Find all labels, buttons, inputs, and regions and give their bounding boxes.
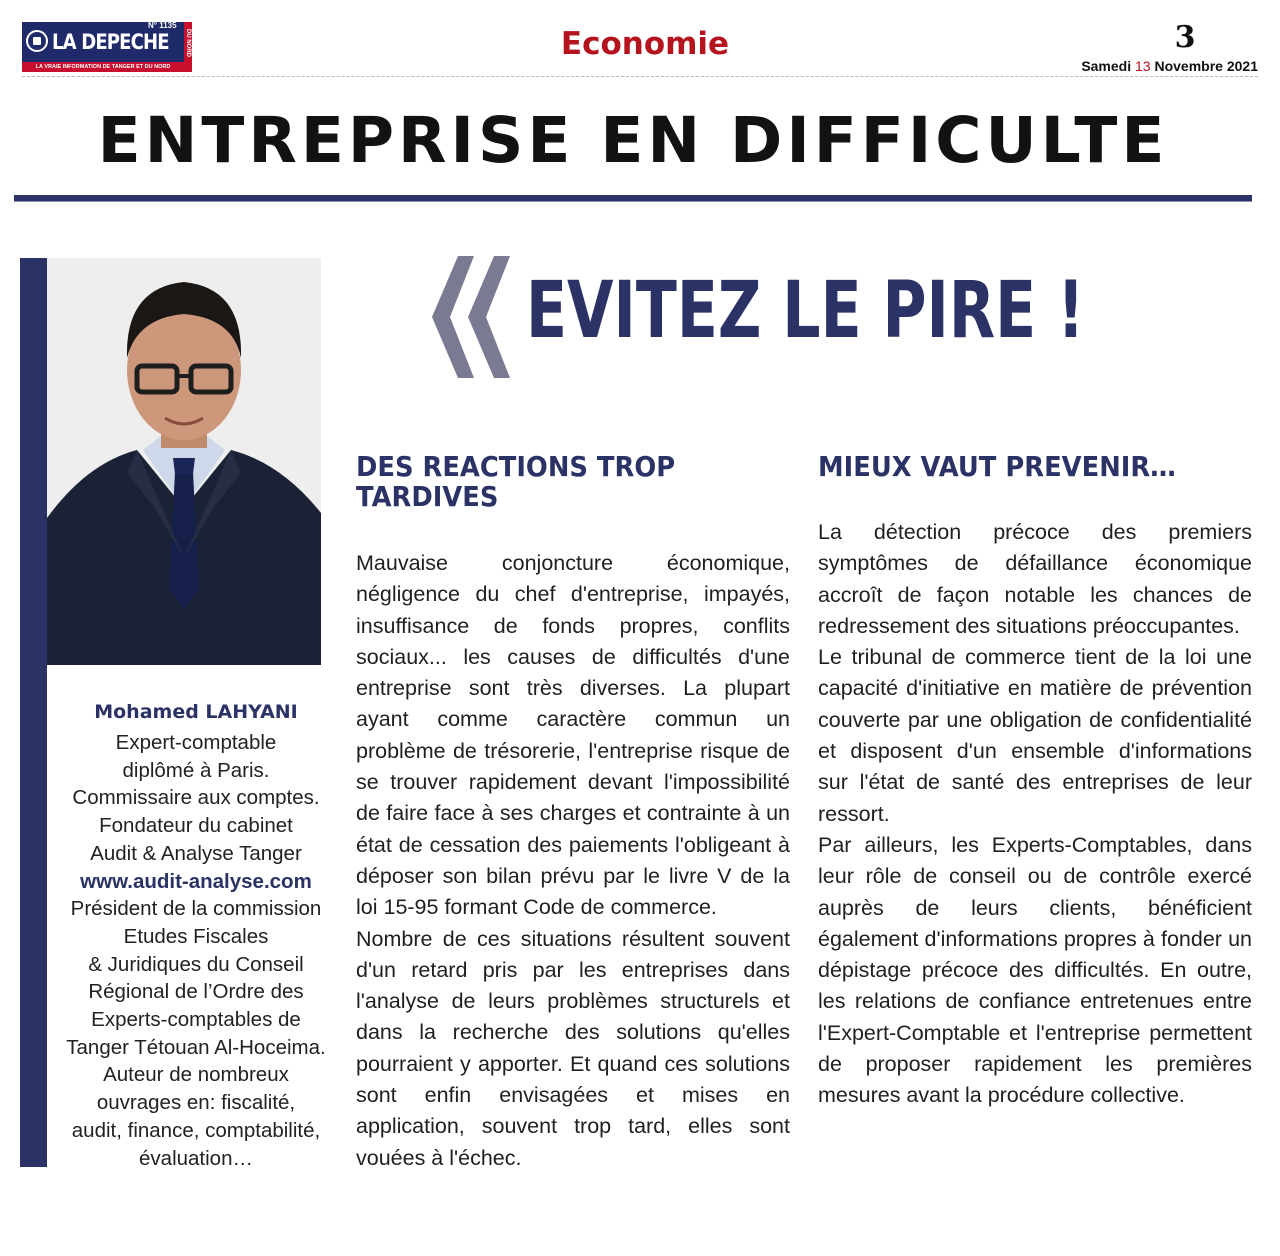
newspaper-logo (22, 22, 192, 72)
header-divider (22, 76, 1258, 77)
bio-line: Expert-comptable (115, 731, 277, 754)
logo-suffix: DU NORD (185, 29, 191, 57)
logo-emblem-icon (26, 30, 48, 52)
bio-line: Régional de l’Ordre des (88, 980, 304, 1004)
logo-flag (184, 22, 192, 72)
bio-line: audit, finance, comptabilité, (71, 1118, 321, 1142)
column1-heading (356, 452, 675, 512)
paragraph: Mauvaise conjoncture économique, négligence du chef d'entreprise, impayés, insuffisance de fonds propres, conflits sociaux... les causes de difficultés d'une entreprise sont très diverses. La plupart ayant comme caractère commun un problème de trésorerie, l'entreprise risque de se trouver rapidement devant l'impossibilité de faire face à ses charges et contrainte à un état de cessation des paiements l'obligeant à déposer son bilan prévu par le livre V de la loi 15-95 formant Code de commerce. (356, 551, 790, 920)
paragraph: La détection précoce des premiers symptômes de défaillance économique accroît de façon notable les chances de redressement des situations préoccupantes. (818, 520, 1252, 638)
bio-line: Fondateur du cabinet (99, 814, 293, 838)
author-bio (52, 729, 340, 1172)
column1-heading-line: TARDIVES (356, 480, 499, 513)
bio-line: Audit & Analyse Tanger (90, 841, 302, 865)
quote-chevron-icon (420, 252, 520, 382)
date-weekday: Samedi (1081, 58, 1132, 74)
date-day: 13 (1135, 58, 1151, 74)
page-number: 3 (1174, 20, 1196, 55)
bio-line: Tanger Tétouan Al-Hoceima. (66, 1035, 326, 1059)
paragraph: Par ailleurs, les Experts-Comptables, dans leur rôle de conseil ou de contrôle exercé auprès de leurs clients, bénéficient également d'informations propres à fonder un dépistage précoce des difficultés. En outre, les relations de confiance entretenues entre l'Expert-Comptable et l'entreprise permettent de proposer rapidement les premières mesures avant la procédure collective. (818, 832, 1252, 1108)
column2-body (818, 517, 1252, 1112)
column1-heading-line: DES REACTIONS TROP (356, 450, 676, 483)
date-month-year: Novembre 2021 (1154, 58, 1258, 74)
section-title: Economie (560, 26, 730, 62)
logo-banner (22, 22, 184, 62)
bio-line: Président de la commission (70, 897, 322, 921)
column1-body (356, 548, 790, 1174)
author-side-bar (20, 258, 47, 1167)
portrait-illustration (47, 258, 321, 665)
logo-tagline: LA VRAIE INFORMATION DE TANGER ET DU NORD (22, 62, 184, 72)
bio-line: ouvrages en: fiscalité, (96, 1091, 296, 1115)
issue-number: N° 1135 (148, 21, 177, 30)
author-portrait (47, 258, 321, 665)
column2-heading: MIEUX VAUT PREVENIR… (818, 450, 1176, 483)
bio-line: & Juridiques du Conseil (88, 952, 304, 976)
bio-line: évaluation… (139, 1146, 253, 1170)
headline-rule (14, 195, 1252, 202)
issue-date (1060, 58, 1258, 74)
bio-line: Auteur de nombreux (103, 1063, 289, 1087)
bio-line: Experts-comptables de (91, 1008, 301, 1032)
bio-line: diplômé à Paris. (122, 758, 270, 782)
logo-name: LA DEPECHE (52, 30, 169, 54)
article-kicker: EVITEZ LE PIRE ! (526, 266, 1085, 356)
author-name: Mohamed LAHYANI (94, 701, 298, 723)
author-website-link[interactable]: www.audit-analyse.com (80, 869, 312, 893)
bio-line: Commissaire aux comptes. (72, 786, 320, 810)
bio-line: Etudes Fiscales (123, 924, 269, 948)
paragraph: Le tribunal de commerce tient de la loi une capacité d'initiative en matière de prévention couverte par une obligation de confidentialité et disposent d'un ensemble d'informations sur l'état de santé des entreprises de leur ressort. (818, 645, 1252, 826)
paragraph: Nombre de ces situations résultent souvent d'un retard pris par les entreprises dans l'analyse de leurs problèmes structurels et dans la recherche des solutions qu'elles pourraient y apporter. Et quand ces solutions sont enfin envisagées et mises en application, souvent trop tard, elles sont vouées à l'échec. (356, 926, 790, 1170)
page-headline: ENTREPRISE EN DIFFICULTE (97, 104, 1169, 177)
